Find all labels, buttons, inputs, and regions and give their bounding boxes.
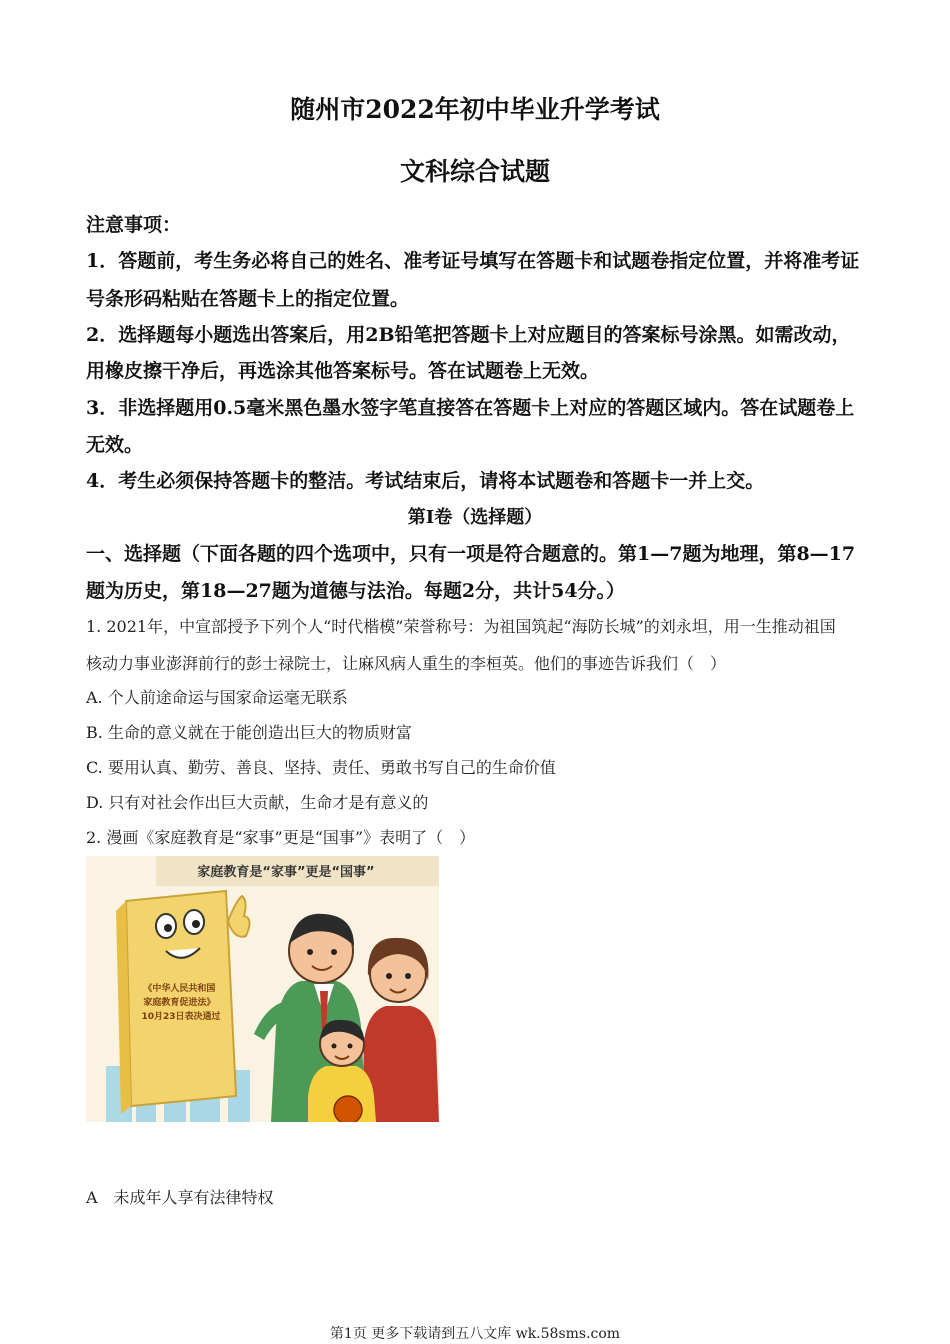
book-text: 《中华人民共和国 [143,984,216,994]
notice-line: 4．考生必须保持答题卡的整洁。考试结束后，请将本试题卷和答题卡一并上交。 [86,470,765,492]
notice-line: 3．非选择题用0.5毫米黑色墨水签字笔直接答在答题卡上对应的答题区域内。答在试题卷上 [86,397,855,419]
cartoon-figure [86,856,439,1122]
exam-title: 随州市2022年初中毕业升学考试 [290,95,660,124]
book-text: 家庭教育促进法》 [143,998,216,1008]
notice-line: 2．选择题每小题选出答案后，用2B铅笔把答题卡上对应题目的答案标号涂黑。如需改动， [86,324,851,346]
cartoon-caption: 家庭教育是“家事”更是“国事” [197,865,375,880]
notice-line: 用橡皮擦干净后，再选涂其他答案标号。答在试题卷上无效。 [86,360,600,382]
question-1-option-b: B. 生命的意义就在于能创造出巨大的物质财富 [86,723,412,742]
question-2-stem: 2. 漫画《家庭教育是“家事”更是“国事”》表明了（ ） [86,828,476,847]
question-2-option-a: A 未成年人享有法律特权 [86,1188,274,1207]
question-1-option-a: A. 个人前途命运与国家命运毫无联系 [86,688,348,707]
section-instructions: 一、选择题（下面各题的四个选项中，只有一项是符合题意的。第1—7题为地理，第8—17 [86,543,856,565]
svg-text:《中华人民共和国 家庭教育促进法》 [141,982,220,1022]
question-1-option-d: D. 只有对社会作出巨大贡献，生命才是有意义的 [86,793,429,812]
question-1-stem: 核动力事业澎湃前行的彭士禄院士，让麻风病人重生的李桓英。他们的事迹告诉我们（ ） [86,654,727,673]
notice-line: 无效。 [86,434,144,456]
section-instructions: 题为历史，第18—27题为道德与法治。每题2分，共计54分。） [86,580,626,602]
notice-heading: 注意事项： [86,214,182,236]
notice-line: 号条形码粘贴在答题卡上的指定位置。 [86,288,410,310]
page-footer: 第1页 更多下载请到五八文库 wk.58sms.com [329,1326,621,1342]
question-1-stem: 1. 2021年，中宣部授予下列个人“时代楷模”荣誉称号：为祖国筑起“海防长城”的刘永坦，用一生推动祖国 [86,617,836,636]
cartoon-illustration [86,856,439,1122]
exam-subtitle: 文科综合试题 [399,157,550,186]
book-text: 10月23日表决通过 [141,1012,221,1022]
notice-line: 1．答题前，考生务必将自己的姓名、准考证号填写在答题卡和试题卷指定位置，并将准考证 [86,250,860,272]
section-title: 第I卷（选择题） [407,507,543,528]
question-1-option-c: C. 要用认真、勤劳、善良、坚持、责任、勇敢书写自己的生命价值 [86,758,556,777]
